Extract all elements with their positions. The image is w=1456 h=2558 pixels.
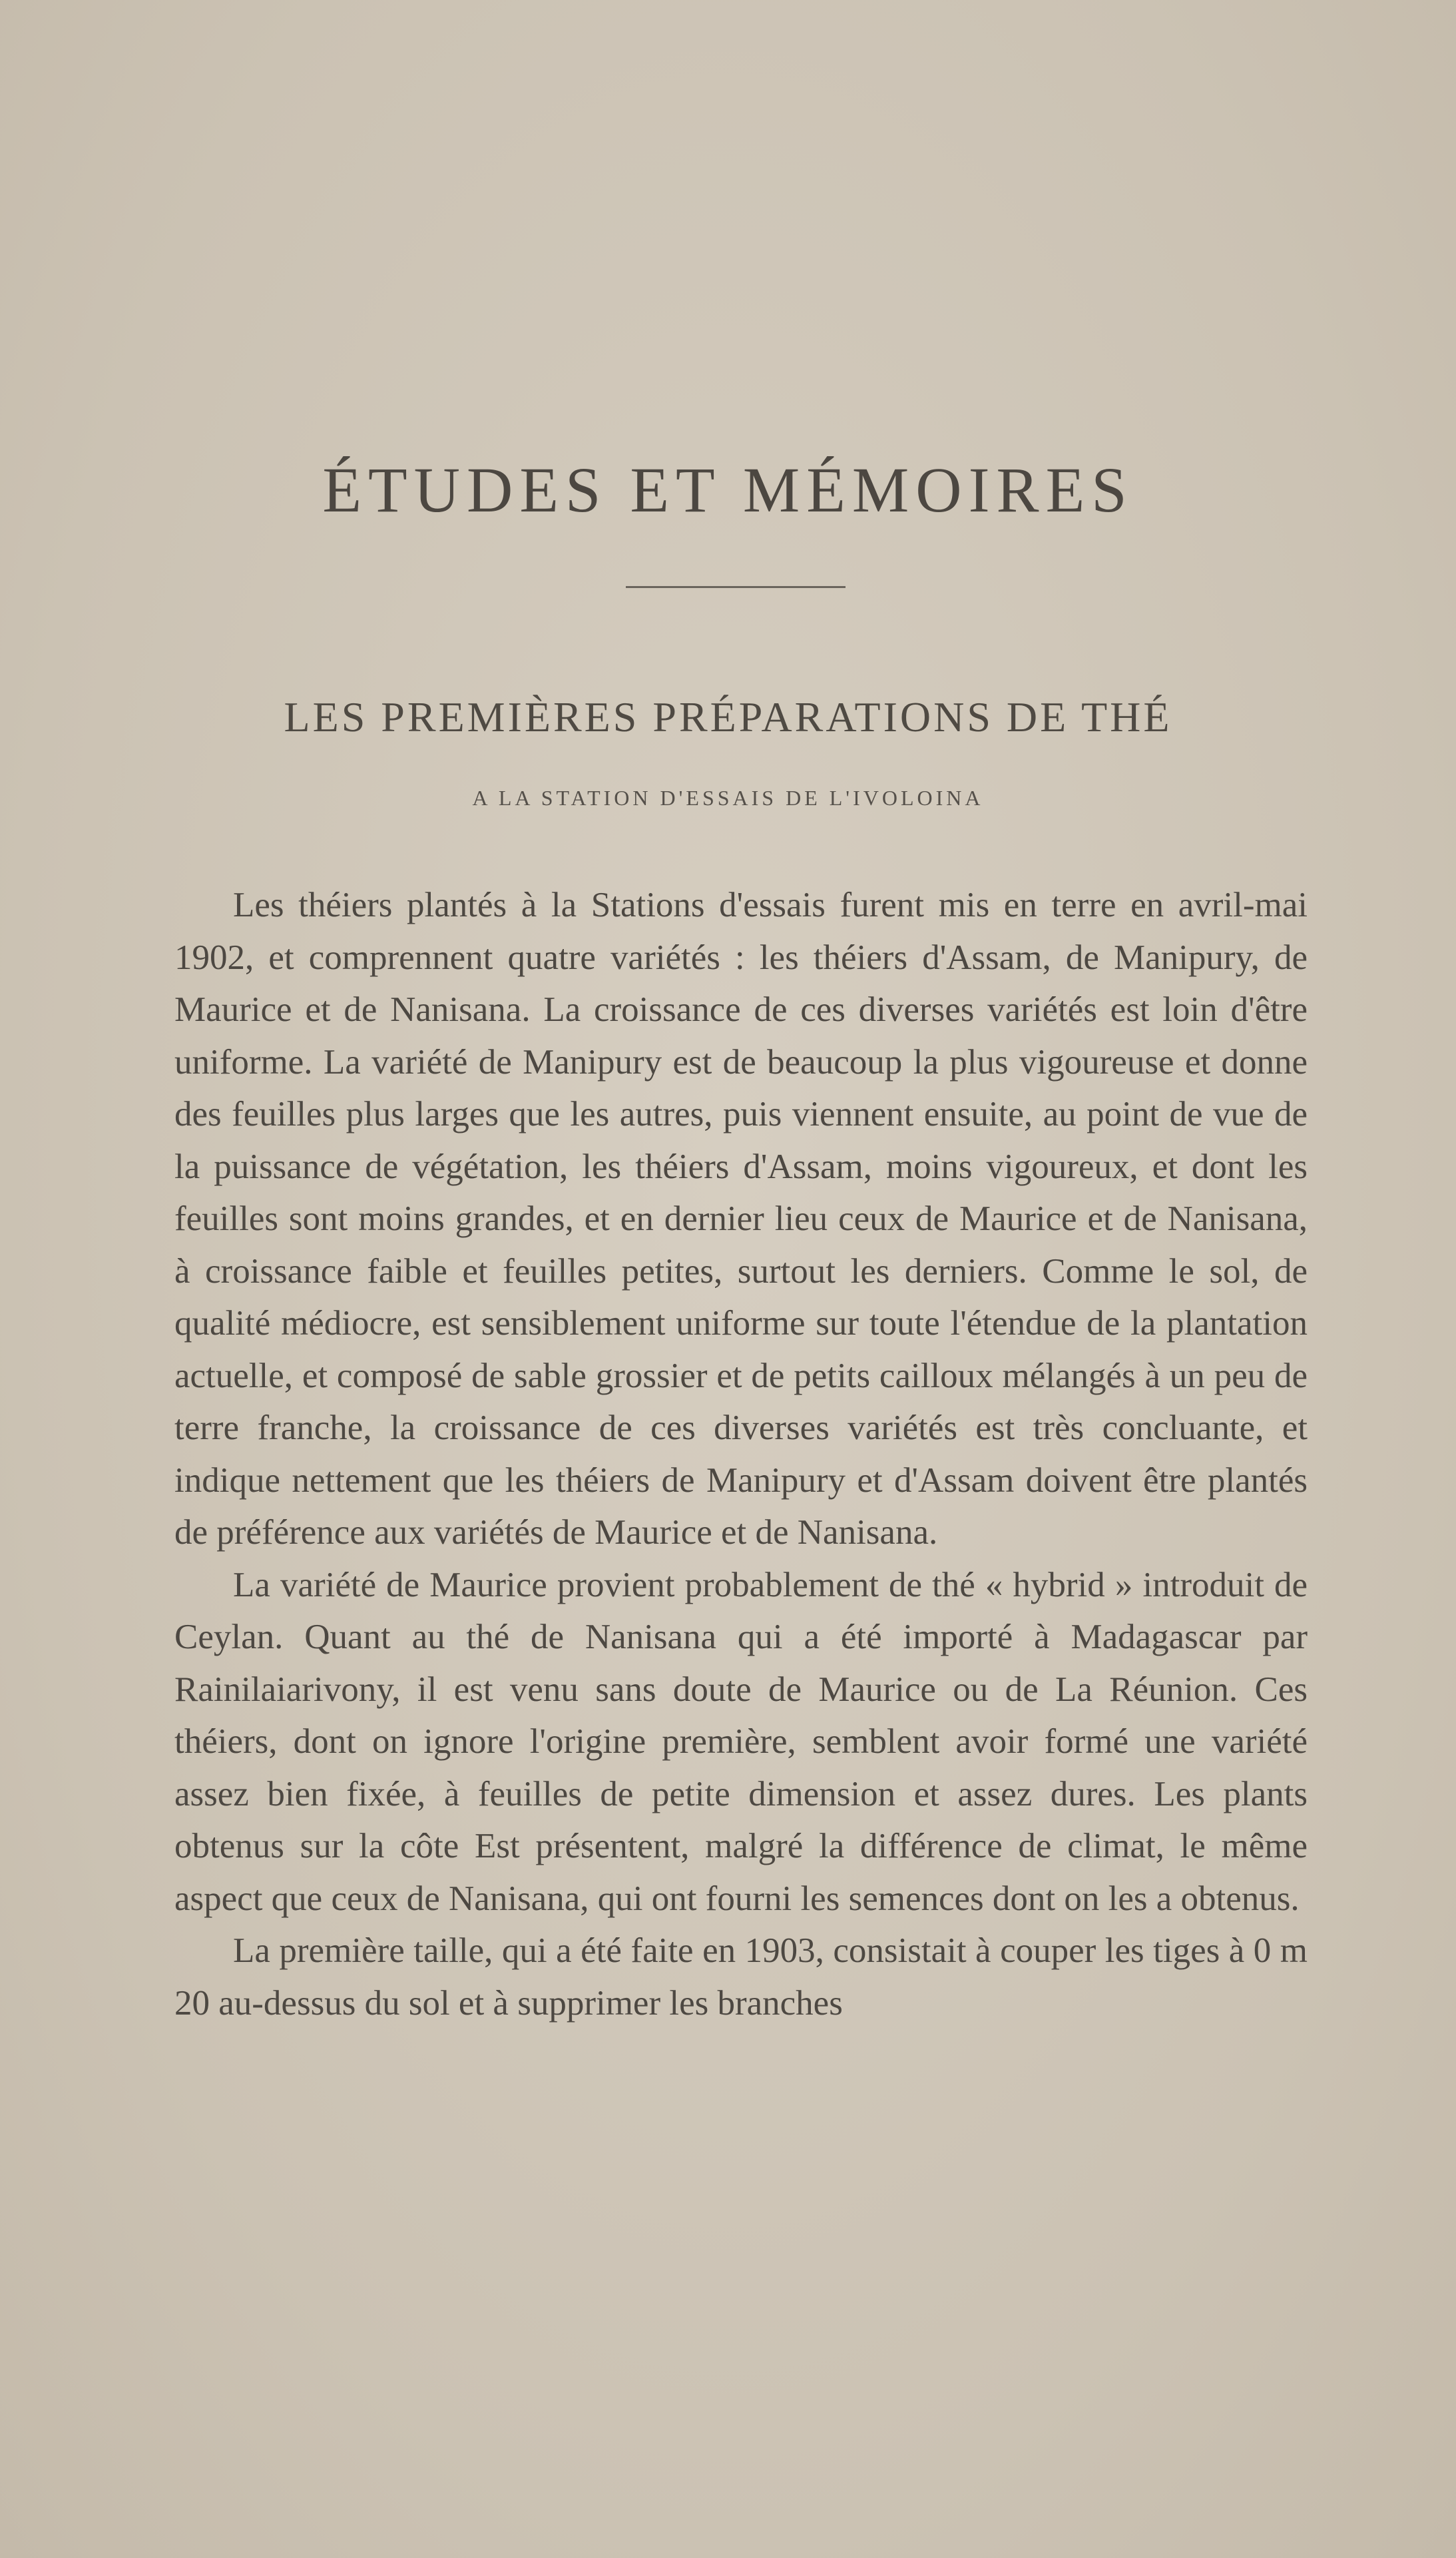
article-title: LES PREMIÈRES PRÉPARATIONS DE THÉ xyxy=(284,693,1172,741)
paragraph-3: La première taille, qui a été faite en 1903, consistait à couper les tiges à 0 m 20 au-dessus du sol et à supprimer les branches xyxy=(174,1931,1308,2023)
title-divider xyxy=(626,586,846,588)
article-subtitle: A LA STATION D'ESSAIS DE L'IVOLOINA xyxy=(472,786,984,810)
section-title: ÉTUDES ET MÉMOIRES xyxy=(322,454,1134,525)
paragraph-2: La variété de Maurice provient probablement de thé « hybrid » introduit de Ceylan. Quant au thé de Nanisana qui a été importé à Madagascar par Rainilaiarivony, il est venu sans doute de Maurice ou de La Réunion. Ces théiers, dont on ignore l'origine première, semblent avoir formé une variété assez bien fixée, à feuilles de petite dimension et assez dures. Les plants obtenus sur la côte Est présentent, malgré la différence de climat, le même aspect que ceux de Nanisana, qui ont fourni les semences dont on les a obtenus. xyxy=(174,1565,1308,1918)
paragraph-1: Les théiers plantés à la Stations d'essais furent mis en terre en avril-mai 1902, et comprennent quatre variétés : les théiers d'Assam, de Manipury, de Maurice et de Nanisana. La croissance de ces diverses variétés est loin d'être uniforme. La variété de Manipury est de beaucoup la plus vigoureuse et donne des feuilles plus larges que les autres, puis viennent ensuite, au point de vue de la puissance de végétation, les théiers d'Assam, moins vigoureux, et dont les feuilles sont moins grandes, et en dernier lieu ceux de Maurice et de Nanisana, à croissance faible et feuilles petites, surtout les derniers. Comme le sol, de qualité médiocre, est sensiblement uniforme sur toute l'étendue de la plantation actuelle, et composé de sable grossier et de petits cailloux mélangés à un peu de terre franche, la croissance de ces diverses variétés est très concluante, et indique nettement que les théiers de Manipury et d'Assam doivent être plantés de préférence aux variétés de Maurice et de Nanisana. xyxy=(174,886,1308,1552)
article-body xyxy=(174,879,1308,2029)
